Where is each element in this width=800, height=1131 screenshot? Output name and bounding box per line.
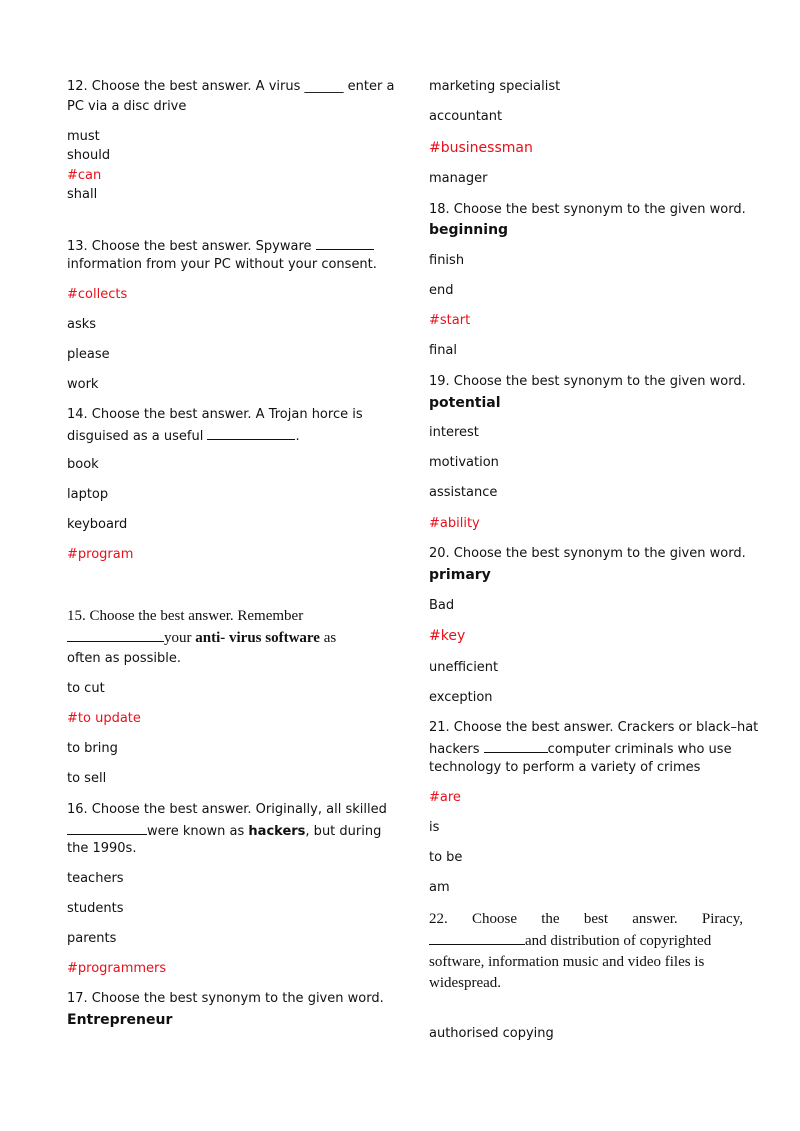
answer-blank bbox=[484, 738, 548, 753]
option-marketing-specialist: marketing specialist bbox=[429, 79, 561, 94]
option-students: students bbox=[67, 901, 124, 916]
option-end: end bbox=[429, 283, 454, 298]
answer-collects: #collects bbox=[67, 287, 128, 302]
option-is: is bbox=[429, 820, 440, 835]
option-bad: Bad bbox=[429, 598, 455, 613]
option-motivation: motivation bbox=[429, 455, 499, 470]
option-exception: exception bbox=[429, 690, 493, 705]
answer-blank bbox=[67, 627, 164, 642]
question-22-line-3: software, information music and video files is bbox=[429, 954, 705, 970]
question-14-line-1: 14. Choose the best answer. A Trojan horce is bbox=[67, 407, 363, 422]
question-20-line-1: 20. Choose the best synonym to the given word. bbox=[429, 546, 746, 561]
question-19-word: potential bbox=[429, 395, 501, 411]
question-21-text-end: computer criminals who use bbox=[547, 742, 732, 757]
option-unefficient: unefficient bbox=[429, 660, 499, 675]
question-14-line-2 bbox=[67, 425, 300, 447]
question-21-line-2 bbox=[429, 738, 732, 760]
option-teachers: teachers bbox=[67, 871, 124, 886]
option-final: final bbox=[429, 343, 458, 358]
question-15-line-2 bbox=[67, 627, 336, 649]
question-15-text-end: as bbox=[319, 630, 337, 646]
question-22-line-2 bbox=[429, 930, 711, 952]
option-to-be: to be bbox=[429, 850, 463, 865]
question-16-text: were known as bbox=[147, 824, 249, 839]
question-17-word: Entrepreneur bbox=[67, 1012, 173, 1028]
question-16-text-end: , but during bbox=[305, 824, 382, 839]
question-16-line-1: 16. Choose the best answer. Originally, all skilled bbox=[67, 802, 387, 817]
option-interest: interest bbox=[429, 425, 479, 440]
option-to-cut: to cut bbox=[67, 681, 105, 696]
option-accountant: accountant bbox=[429, 109, 503, 124]
option-asks: asks bbox=[67, 317, 97, 332]
answer-key: #key bbox=[429, 628, 466, 644]
question-18-line-1: 18. Choose the best synonym to the given word. bbox=[429, 202, 746, 217]
answer-to-update: #to update bbox=[67, 711, 141, 726]
question-21-line-1: 21. Choose the best answer. Crackers or black–hat bbox=[429, 720, 759, 735]
question-19-line-1: 19. Choose the best synonym to the given word. bbox=[429, 374, 746, 389]
option-manager: manager bbox=[429, 171, 488, 186]
question-22-text: and distribution of copyrighted bbox=[525, 933, 712, 949]
question-13-line-2: information from your PC without your consent. bbox=[67, 257, 377, 272]
question-12-line-1: 12. Choose the best answer. A virus ______ enter a bbox=[67, 79, 395, 94]
question-21-line-3: technology to perform a variety of crimes bbox=[429, 760, 701, 775]
question-14-period: . bbox=[295, 429, 300, 444]
option-should: should bbox=[67, 148, 111, 163]
answer-start: #start bbox=[429, 313, 471, 328]
answer-businessman: #businessman bbox=[429, 140, 533, 156]
question-12-line-2: PC via a disc drive bbox=[67, 99, 187, 114]
option-finish: finish bbox=[429, 253, 465, 268]
answer-blank bbox=[429, 930, 525, 945]
question-13-line-1 bbox=[67, 235, 374, 257]
question-17-line-1: 17. Choose the best synonym to the given word. bbox=[67, 991, 384, 1006]
question-15-bold-term: anti- virus software bbox=[195, 630, 320, 646]
option-am: am bbox=[429, 880, 450, 895]
answer-programmers: #programmers bbox=[67, 961, 167, 976]
answer-blank bbox=[316, 235, 374, 250]
answer-blank bbox=[207, 425, 295, 440]
answer-ability: #ability bbox=[429, 516, 480, 531]
answer-program: #program bbox=[67, 547, 134, 562]
question-15-line-1: 15. Choose the best answer. Remember bbox=[67, 608, 304, 624]
option-work: work bbox=[67, 377, 99, 392]
question-18-word: beginning bbox=[429, 222, 509, 238]
option-parents: parents bbox=[67, 931, 117, 946]
option-authorised-copying: authorised copying bbox=[429, 1026, 554, 1041]
option-must: must bbox=[67, 129, 100, 144]
answer-can: #can bbox=[67, 168, 102, 183]
question-16-bold-term: hackers bbox=[248, 824, 306, 839]
question-15-line-3: often as possible. bbox=[67, 651, 181, 666]
option-to-bring: to bring bbox=[67, 741, 118, 756]
question-16-line-3: the 1990s. bbox=[67, 841, 137, 856]
option-to-sell: to sell bbox=[67, 771, 107, 786]
option-shall: shall bbox=[67, 187, 98, 202]
option-book: book bbox=[67, 457, 99, 472]
question-20-word: primary bbox=[429, 567, 491, 583]
question-22-line-4: widespread. bbox=[429, 975, 502, 991]
question-15-text: your bbox=[164, 630, 196, 646]
answer-are: #are bbox=[429, 790, 461, 805]
question-13-text: 13. Choose the best answer. Spyware bbox=[67, 239, 316, 254]
question-22-line-1: 22. Choose the best answer. Piracy, bbox=[429, 911, 743, 927]
option-laptop: laptop bbox=[67, 487, 109, 502]
question-21-text: hackers bbox=[429, 742, 484, 757]
question-14-text: disguised as a useful bbox=[67, 429, 208, 444]
option-keyboard: keyboard bbox=[67, 517, 128, 532]
answer-blank bbox=[67, 820, 147, 835]
option-assistance: assistance bbox=[429, 485, 498, 500]
option-please: please bbox=[67, 347, 110, 362]
